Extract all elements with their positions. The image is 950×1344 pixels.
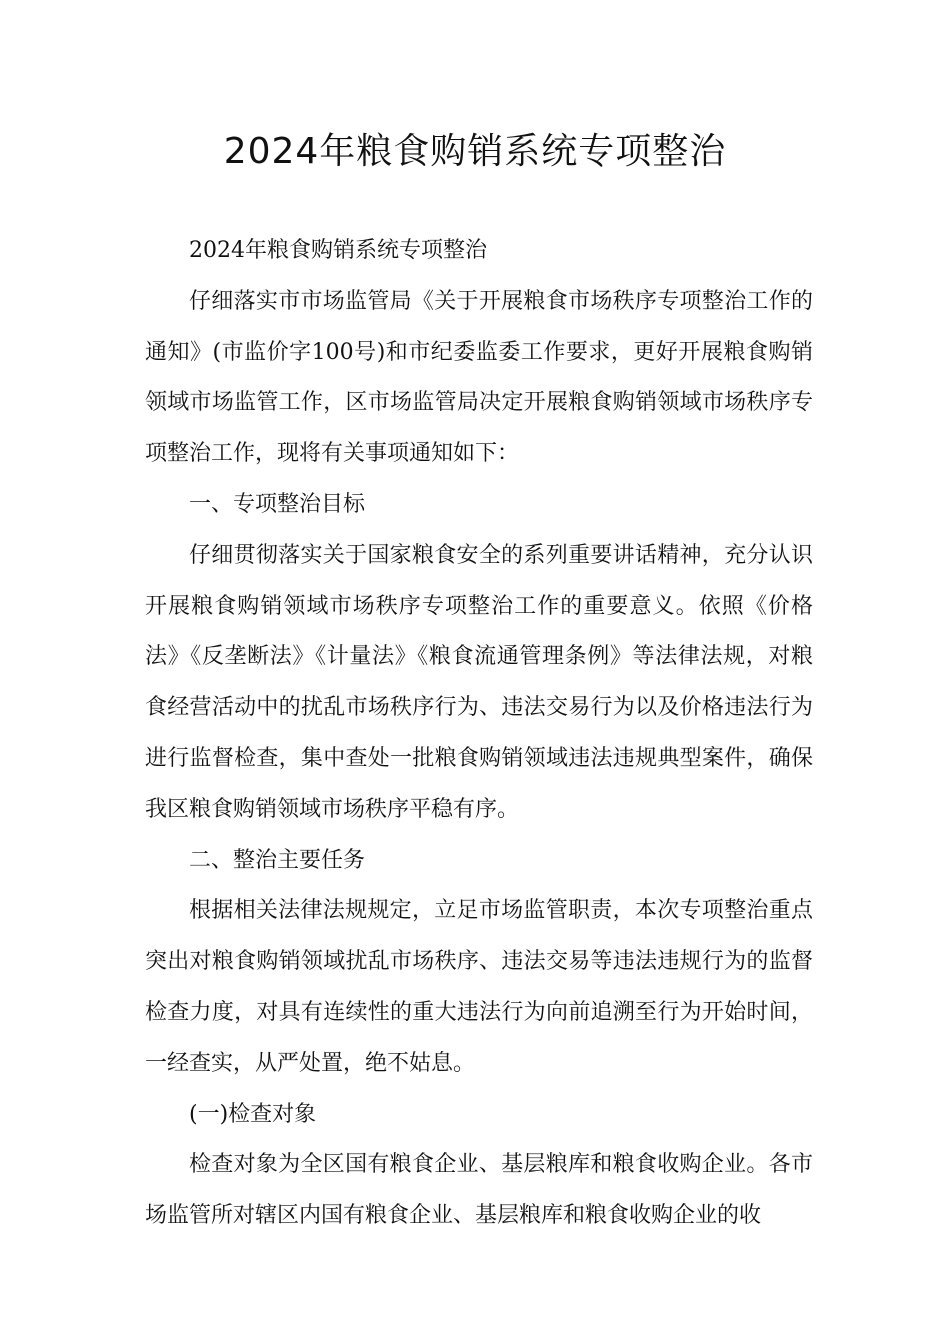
document-title: 2024年粮食购销系统专项整治 xyxy=(223,131,727,172)
paragraph-goals: 仔细贯彻落实关于国家粮食安全的系列重要讲话精神，充分认识开展粮食购销领域市场秩序专项整治工作的重要意义。依照《价格法》《反垄断法》《计量法》《粮食流通管理条例》等法律法规，对粮食经营活动中的扰乱市场秩序行为、违法交易行为以及价格违法行为进行监督检查，集中查处一批粮食购销领域违法违规典型案件，确保我区粮食购销领域市场秩序平稳有序。 xyxy=(145,542,813,822)
paragraph-subtitle: 2024年粮食购销系统专项整治 xyxy=(189,238,487,263)
subsection-heading-1: (一)检查对象 xyxy=(189,1101,317,1127)
document-body xyxy=(145,226,813,1242)
section-heading-2: 二、整治主要任务 xyxy=(189,847,366,873)
section-heading-1: 一、专项整治目标 xyxy=(189,491,366,517)
paragraph-targets: 检查对象为全区国有粮食企业、基层粮库和粮食收购企业。各市场监管所对辖区内国有粮食企业、基层粮库和粮食收购企业的收 xyxy=(145,1152,813,1229)
paragraph-tasks: 根据相关法律法规规定，立足市场监管职责，本次专项整治重点突出对粮食购销领域扰乱市场秩序、违法交易等违法违规行为的监督检查力度，对具有连续性的重大违法行为向前追溯至行为开始时间，一经查实，从严处置，绝不姑息。 xyxy=(145,898,813,1076)
paragraph-intro: 仔细落实市市场监管局《关于开展粮食市场秩序专项整治工作的通知》(市监价字100号)和市纪委监委工作要求，更好开展粮食购销领域市场监管工作，区市场监管局决定开展粮食购销领域市场秩序专项整治工作，现将有关事项通知如下： xyxy=(145,288,813,467)
